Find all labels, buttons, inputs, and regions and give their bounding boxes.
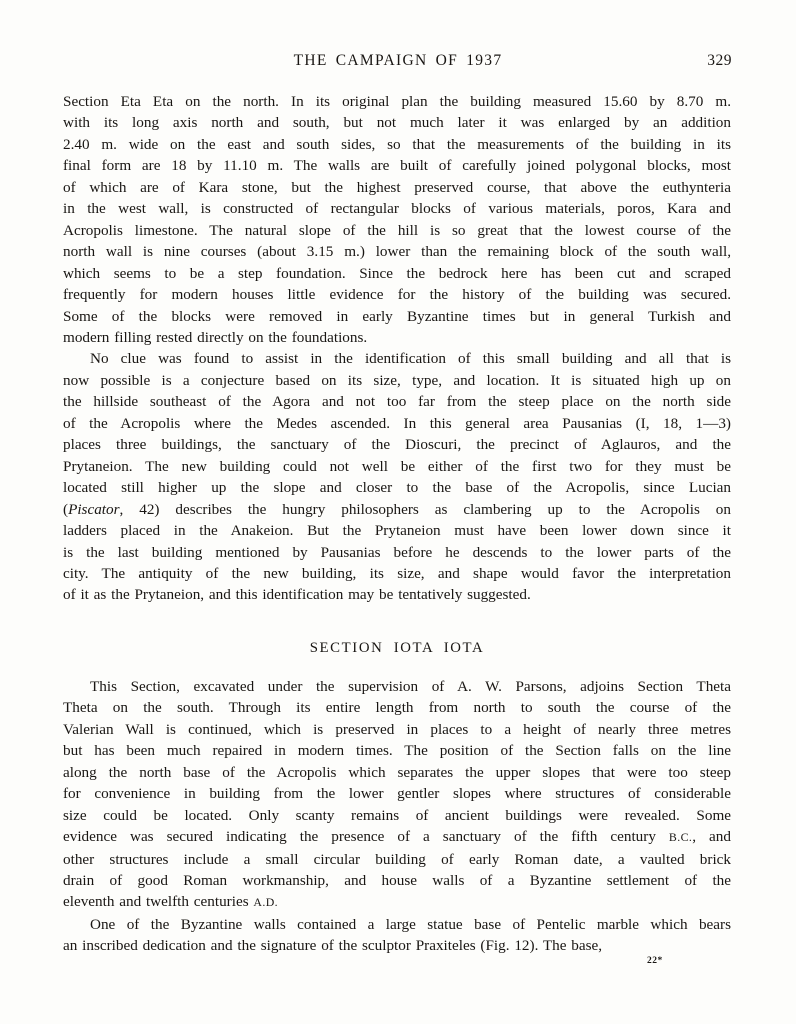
- paragraph: [63, 676, 731, 914]
- text-line: Valerian Wall is continued, which is preserved in places to a height of nearly three metres: [63, 720, 731, 738]
- text-line: now possible is a conjecture based on its size, type, and location. It is situated high up on: [63, 371, 731, 389]
- text-line: final form are 18 by 11.10 m. The walls are built of carefully joined polygonal blocks, most: [63, 157, 731, 175]
- text-line: evidence was secured indicating the presence of a sanctuary of the fifth century B.C., and: [63, 828, 731, 846]
- text-line: which seems to be a step foundation. Since the bedrock here has been cut and scraped: [63, 264, 731, 282]
- text-line: with its long axis north and south, but not much later it was enlarged by an addition: [63, 114, 731, 132]
- text-line: ladders placed in the Anakeion. But the Prytaneion must have been lower down since it: [63, 522, 731, 540]
- text-line: Theta on the south. Through its entire length from north to south the course of the: [63, 699, 731, 717]
- text-line: north wall is nine courses (about 3.15 m.) lower than the remaining block of the south wall,: [63, 243, 731, 261]
- text-line: places three buildings, the sanctuary of the Dioscuri, the precinct of Aglauros, and the: [63, 436, 731, 454]
- text-line: in the west wall, is constructed of rectangular blocks of various materials, poros, Kara and: [63, 200, 731, 218]
- text-line: of which are of Kara stone, but the highest preserved course, that above the euthynteria: [63, 178, 731, 196]
- text-line: but has been much repaired in modern times. The position of the Section falls on the line: [63, 742, 731, 760]
- text-line: Some of the blocks were removed in early Byzantine times but in general Turkish and: [63, 307, 731, 325]
- text-line: Prytaneion. The new building could not well be either of the first two for they must be: [63, 457, 731, 475]
- text-line: One of the Byzantine walls contained a large statue base of Pentelic marble which bears: [90, 915, 731, 933]
- text-line: No clue was found to assist in the identification of this small building and all that is: [90, 350, 731, 368]
- text-line: modern filling rested directly on the foundations.: [63, 328, 368, 346]
- text-line: 2.40 m. wide on the east and south sides, so that the measurements of the building in its: [63, 135, 731, 153]
- text-line: eleventh and twelfth centuries A.D.: [63, 893, 279, 911]
- text-line: of the Acropolis where the Medes ascended. In this general area Pausanias (I, 18, 1—3): [63, 414, 731, 432]
- text-line: is the last building mentioned by Pausanias before he descends to the lower parts of the: [63, 543, 731, 561]
- paragraph: [63, 348, 731, 605]
- text-line: This Section, excavated under the supervision of A. W. Parsons, adjoins Section Theta: [90, 677, 731, 695]
- text-line: of it as the Prytaneion, and this identification may be tentatively suggested.: [63, 586, 531, 604]
- text-line: the hillside southeast of the Agora and not too far from the steep place on the north side: [63, 393, 731, 411]
- text-line: Acropolis limestone. The natural slope of the hill is so great that the lowest course of the: [63, 221, 731, 239]
- text-line: along the north base of the Acropolis which separates the upper slopes that were too steep: [63, 763, 731, 781]
- text-line: other structures include a small circular building of early Roman date, a vaulted brick: [63, 850, 731, 868]
- page-body: [63, 91, 731, 957]
- text-line: frequently for modern houses little evidence for the history of the building was secured.: [63, 286, 731, 304]
- text-line: an inscribed dedication and the signature of the sculptor Praxiteles (Fig. 12). The base,: [63, 937, 603, 955]
- paragraph: [63, 91, 731, 348]
- text-line: located still higher up the slope and closer to the base of the Acropolis, since Lucian: [63, 479, 731, 497]
- signature-mark: 22*: [647, 956, 663, 966]
- text-line: for convenience in building from the lower gentler slopes where structures of considerable: [63, 785, 731, 803]
- page-header: [64, 52, 732, 70]
- running-title: THE CAMPAIGN OF 1937: [293, 52, 503, 69]
- paragraph: [63, 914, 731, 957]
- section-heading: SECTION IOTA IOTA: [309, 639, 485, 656]
- text-line: (Piscator, 42) describes the hungry philosophers as clambering up to the Acropolis on: [63, 500, 731, 518]
- text-line: Section Eta Eta on the north. In its original plan the building measured 15.60 by 8.70 m.: [63, 93, 731, 110]
- text-line: drain of good Roman workmanship, and house walls of a Byzantine settlement of the: [63, 871, 731, 889]
- text-line: size could be located. Only scanty remains of ancient buildings were revealed. Some: [63, 806, 731, 824]
- page-number: 329: [707, 52, 732, 69]
- text-line: city. The antiquity of the new building, its size, and shape would favor the interpretation: [63, 564, 731, 582]
